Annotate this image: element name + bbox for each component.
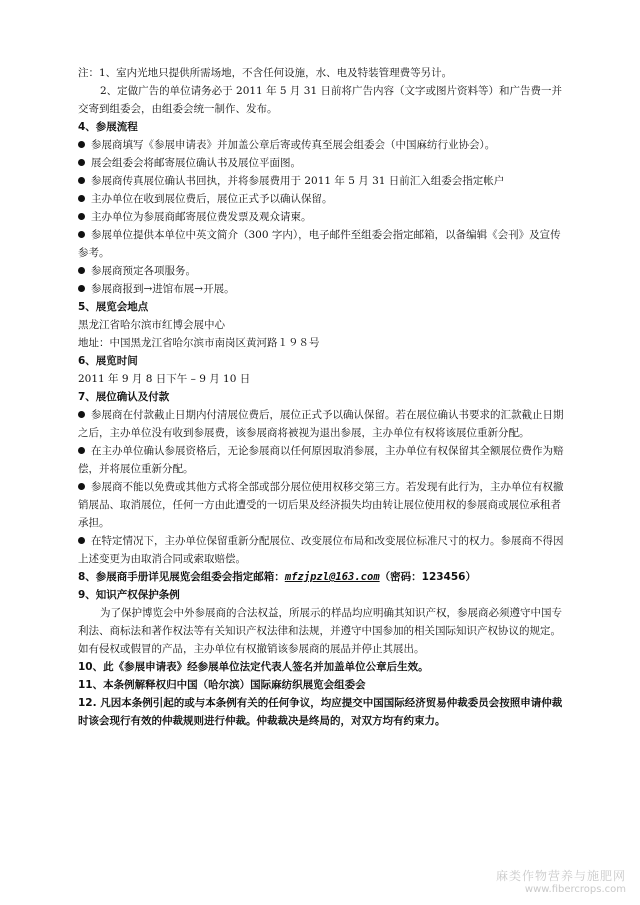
line-text: 黑龙江省哈尔滨市红博会展中心	[78, 319, 225, 331]
section-heading	[78, 586, 570, 604]
text-line	[78, 64, 570, 82]
line-text: 11、本条例解释权归中国（哈尔滨）国际麻纺织展览会组委会	[78, 679, 366, 691]
bullet-item	[78, 136, 570, 154]
line-text: 参展商传真展位确认书回执，并将参展费用于 2011 年 5 月 31 日前汇入组委会指定帐户	[91, 175, 505, 187]
item8-suffix: （密码：123456）	[379, 571, 476, 583]
bullet-item	[78, 262, 570, 280]
line-text: 展会组委会将邮寄展位确认书及展位平面图。	[91, 157, 301, 169]
bullet-item	[78, 208, 570, 226]
bullet-icon	[78, 141, 85, 148]
bullet-icon	[78, 267, 85, 274]
line-text: 为了保护博览会中外参展商的合法权益，所展示的样品均应明确其知识产权，参展商必须遵守中国专利法、商标法和著作权法等有关知识产权法律和法规，并遵守中国参加的相关国际知识产权协议的规定。如有侵权或假冒的产品，主办单位有权撤销该参展商的展品并停止其展出。	[78, 607, 562, 655]
document-body	[78, 64, 570, 568]
section-heading	[78, 298, 570, 316]
item8-prefix: 8、参展商手册详见展览会组委会指定邮箱：	[78, 571, 285, 583]
section-heading	[78, 676, 570, 694]
bullet-item	[78, 280, 570, 298]
bullet-icon	[78, 213, 85, 220]
line-text: 10、此《参展申请表》经参展单位法定代表人签名并加盖单位公章后生效。	[78, 661, 429, 673]
text-line	[78, 316, 570, 334]
line-text: 12. 凡因本条例引起的或与本条例有关的任何争议，均应提交中国国际经济贸易仲裁委员会按照申请仲裁时该会现行有效的仲裁规则进行仲裁。仲裁裁决是终局的，对双方均有约束力。	[78, 697, 563, 727]
line-text: 9、知识产权保护条例	[78, 589, 180, 601]
line-text: 5、展览会地点	[78, 301, 149, 313]
line-text: 参展单位提供本单位中英文简介（300 字内），电子邮件至组委会指定邮箱，以备编辑《会刊》及宣传参考。	[78, 229, 561, 259]
bullet-item	[78, 154, 570, 172]
bullet-icon	[78, 159, 85, 166]
bullet-icon	[78, 411, 85, 418]
line-text: 参展商预定各项服务。	[91, 265, 196, 277]
line-text: 6、展览时间	[78, 355, 138, 367]
line-text: 参展商不能以免费或其他方式将全部或部分展位使用权移交第三方。若发现有此行为，主办单位有权撤销展品、取消展位，任何一方由此遭受的一切后果及经济损失均由转让展位使用权的参展商或展位承租者承担。	[78, 481, 564, 529]
paragraph	[78, 604, 570, 658]
line-text: 参展商报到→进馆布展→开展。	[91, 283, 235, 295]
line-text: 在主办单位确认参展资格后，无论参展商以任何原因取消参展，主办单位有权保留其全额展位费作为赔偿，并将展位重新分配。	[78, 445, 564, 475]
line-text: 4、参展流程	[78, 121, 138, 133]
section-heading	[78, 388, 570, 406]
bullet-item	[78, 226, 570, 262]
bullet-icon	[78, 447, 85, 454]
bullet-item	[78, 406, 570, 442]
line-text: 在特定情况下，主办单位保留重新分配展位、改变展位布局和改变展位标准尺寸的权力。参展商不得因上述变更为由取消合同或索取赔偿。	[78, 535, 564, 565]
line-text: 参展商填写《参展申请表》并加盖公章后寄或传真至展会组委会（中国麻纺行业协会）。	[91, 139, 496, 151]
bullet-item	[78, 172, 570, 190]
text-line	[78, 334, 570, 352]
paragraph	[78, 82, 570, 118]
bullet-icon	[78, 177, 85, 184]
watermark-title: 麻类作物营养与施肥网	[495, 869, 626, 883]
bullet-item	[78, 478, 570, 532]
line-text: 注：1、室内光地只提供所需场地，不含任何设施，水、电及特装管理费等另计。	[78, 67, 453, 79]
line-text: 参展商在付款截止日期内付清展位费后，展位正式予以确认保留。若在展位确认书要求的汇款截止日期之后，主办单位没有收到参展费，该参展商将被视为退出参展，主办单位有权将该展位重新分配。	[78, 409, 564, 439]
bullet-item	[78, 442, 570, 478]
section-heading	[78, 658, 570, 676]
line-text: 地址：中国黑龙江省哈尔滨市南岗区黄河路１９８号	[78, 337, 320, 349]
line-text: 主办单位为参展商邮寄展位费发票及观众请柬。	[91, 211, 312, 223]
bullet-item	[78, 190, 570, 208]
watermark-url: www.fibercrops.com	[524, 884, 626, 895]
line-text: 主办单位在收到展位费后，展位正式予以确认保留。	[91, 193, 333, 205]
document-tail	[78, 586, 570, 730]
line-text: 2011 年 9 月 8 日下午 – 9 月 10 日	[78, 373, 251, 385]
bullet-icon	[78, 537, 85, 544]
bullet-icon	[78, 231, 85, 238]
bullet-icon	[78, 483, 85, 490]
document-page	[78, 64, 570, 730]
item8-line	[78, 568, 570, 586]
bullet-icon	[78, 285, 85, 292]
text-line	[78, 370, 570, 388]
line-text: 2、定做广告的单位请务必于 2011 年 5 月 31 日前将广告内容（文字或图片资料等）和广告费一并交寄到组委会，由组委会统一制作、发布。	[78, 85, 562, 115]
line-text: 7、展位确认及付款	[78, 391, 170, 403]
bullet-item	[78, 532, 570, 568]
bullet-icon	[78, 195, 85, 202]
section-heading	[78, 118, 570, 136]
section-heading	[78, 694, 570, 730]
section-heading	[78, 352, 570, 370]
email-link[interactable]: mfzjpzl@163.com	[284, 571, 380, 583]
watermark	[496, 867, 626, 895]
